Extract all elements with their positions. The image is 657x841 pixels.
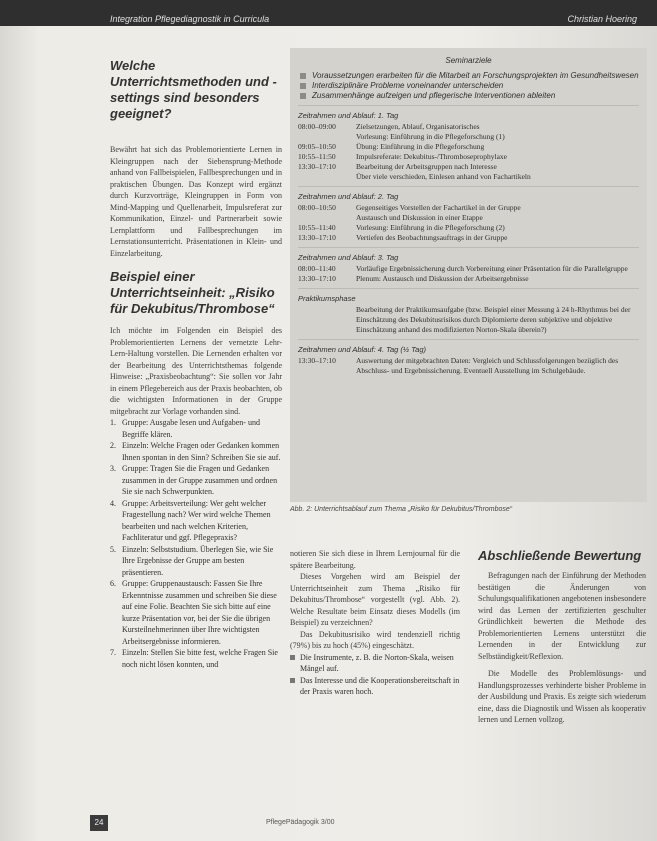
schedule-time bbox=[298, 172, 356, 182]
result-bullet bbox=[290, 675, 460, 698]
step-number: 2. bbox=[110, 441, 116, 450]
schedule-desc: Austausch und Diskussion in einer Etappe bbox=[356, 213, 483, 222]
example-paragraph: Ich möchte im Folgenden ein Beispiel des Problemorientierten Lernens der vernetzte Lehr-Lern-Haltung vorstellen. Die Lernenden erhalten vor der Bearbeitung des Unterrichtsthemas folgende Hinweise: „Praxisbeobachtung“: Sie sollen vor Jahr in einem Pflegebereich aus der Praxis beobachten, ob die wichtigsten Informationen in der Gruppe mitgebracht zur Vorlage vorhanden sind. bbox=[110, 326, 282, 416]
bullet-text: Die Instrumente, z. B. die Norton-Skala, weisen Mängel auf. bbox=[300, 652, 454, 673]
schedule-time: 08:00–10:50 bbox=[298, 203, 336, 212]
schedule-desc: Vorläufige Ergebnissicherung durch Vorbereitung einer Präsentation für die Parallelgruppe bbox=[356, 264, 628, 273]
square-bullet-icon bbox=[290, 655, 295, 660]
schedule-row bbox=[298, 233, 639, 243]
goal-text: Zusammenhänge aufzeigen und pflegerische Interventionen ableiten bbox=[312, 91, 556, 100]
section-divider bbox=[298, 105, 639, 106]
schedule-row bbox=[298, 122, 639, 132]
bullet-text: Das Interesse und die Kooperationsbereitschaft in der Praxis waren hoch. bbox=[300, 675, 460, 696]
result-bullet bbox=[290, 652, 460, 675]
schedule-desc: Über viele verschieden, Einlesen anhand von Fachartikeln bbox=[356, 172, 531, 181]
schedule-desc: Gegenseitiges Vorstellen der Fachartikel in der Gruppe bbox=[356, 203, 521, 212]
schedule-time: 09:05–10:50 bbox=[298, 142, 336, 151]
step-item bbox=[110, 463, 282, 498]
section-divider bbox=[298, 247, 639, 248]
schedule-day-heading: Zeitrahmen und Ablauf: 4. Tag (½ Tag) bbox=[298, 345, 426, 354]
schedule-time: 13:30–17:10 bbox=[298, 274, 336, 283]
schedule-row bbox=[298, 162, 639, 172]
schedule-desc: Zielsetzungen, Ablauf, Organisatorisches bbox=[356, 122, 480, 131]
schedule-row bbox=[298, 305, 639, 335]
section-divider bbox=[298, 186, 639, 187]
step-item bbox=[110, 417, 282, 440]
schedule-time: 13:30–17:10 bbox=[298, 356, 336, 365]
schedule-time: 08:00–09:00 bbox=[298, 122, 336, 131]
middle-column bbox=[290, 548, 460, 698]
schedule-day-heading: Zeitrahmen und Ablauf: 3. Tag bbox=[298, 253, 399, 262]
heading-methods: Welche Unterrichtsmethoden und -settings sind besonders geeignet? bbox=[110, 58, 277, 121]
step-item bbox=[110, 544, 282, 579]
schedule-row bbox=[298, 132, 639, 142]
figure-caption: Abb. 2: Unterrichtsablauf zum Thema „Risiko für Dekubitus/Thrombose“ bbox=[290, 506, 513, 513]
schedule-time: 13:30–17:10 bbox=[298, 162, 336, 171]
square-bullet-icon bbox=[300, 83, 306, 89]
schedule-time: 08:00–11:40 bbox=[298, 264, 336, 273]
journal-name: PflegePädagogik 3/00 bbox=[266, 819, 335, 826]
goal-text: Voraussetzungen erarbeiten für die Mitarbeit an Forschungsprojekten im Gesundheitswesen bbox=[312, 71, 639, 80]
left-column bbox=[110, 58, 282, 670]
schedule-desc: Vertiefen des Beobachtungsauftrags in der Gruppe bbox=[356, 233, 508, 242]
step-number: 6. bbox=[110, 579, 116, 588]
step-item bbox=[110, 578, 282, 647]
schedule-time: 10:55–11:50 bbox=[298, 152, 336, 161]
mid-paragraph-2: Dieses Vorgehen wird am Beispiel der Unterrichtseinheit zum Thema „Risiko für Dekubitus/Thrombose“ vorgestellt (vgl. Abb. 2). Welche Resultate beim Einsatz dieses Modells (im Beispiel) zu verzeichnen? bbox=[290, 572, 460, 627]
schedule-time bbox=[298, 213, 356, 223]
schedule-desc: Vorlesung: Einführung in die Pflegeforschung (1) bbox=[356, 132, 505, 141]
step-number: 7. bbox=[110, 648, 116, 657]
goal-item bbox=[298, 81, 639, 91]
step-item bbox=[110, 440, 282, 463]
step-text: Einzeln: Selbststudium. Überlegen Sie, wie Sie Ihre Ergebnisse der Gruppe am besten präsentieren. bbox=[122, 544, 274, 577]
step-item bbox=[110, 498, 282, 544]
schedule-desc: Bearbeitung der Arbeitsgruppen nach Interesse bbox=[356, 162, 497, 171]
step-number: 3. bbox=[110, 464, 116, 473]
schedule-row bbox=[298, 152, 639, 162]
step-text: Einzeln: Welche Fragen oder Gedanken kommen Ihnen spontan in den Sinn? Schreiben Sie sie auf. bbox=[122, 441, 281, 462]
square-bullet-icon bbox=[290, 678, 295, 683]
schedule-title: Seminarziele bbox=[445, 56, 492, 65]
steps-list bbox=[110, 417, 282, 670]
running-header bbox=[0, 0, 657, 26]
schedule-row bbox=[298, 172, 639, 182]
eval-paragraph-1: Befragungen nach der Einführung der Methoden bestätigen die Änderungen von Schulungsqualifikationen angebotenen insbesondere wird das Lernen der zertifizierten geschulter Gründlichkeit bewerten die Methode des Problemorientierten Lernens unterstützt die Lernenden in der Entwicklung zur Selbständigkeit/Reflexion. bbox=[478, 571, 646, 661]
goal-item bbox=[298, 71, 639, 81]
eval-paragraph-2: Die Modelle des Problemlösungs- und Handlungsprozesses verhinderte bisher Probleme in der Ausbildung und Praxis. Es zeigte sich wiederum eine, dass die Diagnostik und Wissen als kooperativ lernen und Lernen vollzog. bbox=[478, 669, 646, 724]
schedule-desc: Übung: Einführung in die Pflegeforschung bbox=[356, 142, 485, 151]
header-left: Integration Pflegediagnostik in Curricula bbox=[110, 14, 270, 24]
square-bullet-icon bbox=[300, 73, 306, 79]
mid-paragraph-1: notieren Sie sich diese in Ihrem Lernjournal für die spätere Bearbeitung. bbox=[290, 549, 460, 570]
section-divider bbox=[298, 288, 639, 289]
goal-item bbox=[298, 91, 639, 101]
schedule-day-heading: Zeitrahmen und Ablauf: 1. Tag bbox=[298, 111, 399, 120]
schedule-time: 10:55–11:40 bbox=[298, 223, 336, 232]
schedule-row bbox=[298, 213, 639, 223]
schedule-row bbox=[298, 223, 639, 233]
step-text: Gruppe: Tragen Sie die Fragen und Gedanken zusammen in der Gruppe zusammen und ordnen Sie sie nach Schwerpunkten. bbox=[122, 464, 278, 496]
schedule-row bbox=[298, 264, 639, 274]
step-item bbox=[110, 647, 282, 670]
mid-bullets bbox=[290, 652, 460, 698]
step-text: Einzeln: Stellen Sie bitte fest, welche Fragen Sie noch nicht lösen konnten, und bbox=[122, 648, 278, 669]
step-number: 5. bbox=[110, 544, 116, 554]
schedule-row bbox=[298, 203, 639, 213]
step-text: Gruppe: Arbeitsverteilung: Wer geht welcher Fragestellung nach? Wer wird welche Themen bearbeiten und nach welchen Kriterien, Fachliteratur und ggf. Pflegepraxis? bbox=[122, 498, 271, 542]
schedule-desc: Bearbeitung der Praktikumsaufgabe (bzw. Beispiel einer Messung à 24 h-Rhythmus bei der Einschätzung des Dekubitusrisikos durch Diplomierte deren subjektive und objektive Einschätzung anhand des modifizierten Norton-Skala überein?) bbox=[356, 305, 631, 334]
schedule-row bbox=[298, 356, 639, 376]
step-number: 4. bbox=[110, 498, 116, 508]
schedule-day-heading: Praktikumsphase bbox=[298, 294, 356, 303]
schedule-time bbox=[298, 132, 356, 142]
schedule-time: 13:30–17:10 bbox=[298, 233, 336, 242]
square-bullet-icon bbox=[300, 93, 306, 99]
step-text: Gruppe: Ausgabe lesen und Aufgaben- und Begriffe klären. bbox=[122, 418, 260, 439]
goals-list bbox=[290, 71, 647, 101]
page-footer bbox=[90, 815, 650, 835]
schedule-desc: Auswertung der mitgebrachten Daten: Vergleich und Schlussfolgerungen bezüglich des Abschluss- und Ergebnissicherung. Eventuell Ausstellung im Schulgebäude. bbox=[356, 356, 619, 375]
page-number: 24 bbox=[90, 815, 108, 831]
step-text: Gruppe: Gruppenaustausch: Fassen Sie Ihre Erkenntnisse zusammen und schreiben Sie diese auf eine Folie. Beachten Sie sich bitte auf eine kurze Präsentation vor, bei der Sie die übrigen Kursteilnehmerinnen über Ihre wichtigsten Arbeitsergebnisse informieren. bbox=[122, 579, 277, 646]
schedule-desc: Vorlesung: Einführung in die Pflegeforschung (2) bbox=[356, 223, 505, 232]
mid-paragraph-3: Das Dekubitusrisiko wird tendenziell richtig (79%) bis zu hoch (45%) eingeschätzt. bbox=[290, 629, 460, 650]
right-column bbox=[478, 548, 646, 726]
schedule-row bbox=[298, 142, 639, 152]
schedule-day-heading: Zeitrahmen und Ablauf: 2. Tag bbox=[298, 192, 399, 201]
heading-evaluation: Abschließende Bewertung bbox=[478, 548, 642, 563]
schedule-sections bbox=[290, 105, 647, 376]
step-number: 1. bbox=[110, 418, 116, 427]
methods-paragraph: Bewährt hat sich das Problemorientierte Lernen in Kleingruppen nach der Siebensprung-Methode anhand von Fallbeispielen, Fallbesprechungen und in praktischen Übungen. Das Konzept wird ergänzt durch Kurzvorträge, Kleingruppen in Form von Mind-Mapping und Quellenarbeit, Impulsreferat zur Kommunikation, Einzel- und Partnerarbeit sowie Lernplattform und Fallbesprechungen im Lernstationsunterricht. Präsentationen in Klein- und Einzelarbeitung. bbox=[110, 145, 282, 258]
section-divider bbox=[298, 339, 639, 340]
schedule-desc: Impulsreferate: Dekubitus-/Thromboseprophylaxe bbox=[356, 152, 507, 161]
heading-example: Beispiel einer Unterrichtseinheit: „Risiko für Dekubitus/Thrombose“ bbox=[110, 269, 275, 316]
goal-text: Interdisziplinäre Probleme voneinander unterscheiden bbox=[312, 81, 504, 90]
schedule-time bbox=[298, 305, 356, 335]
schedule-row bbox=[298, 274, 639, 284]
header-right: Christian Hoering bbox=[567, 14, 637, 24]
schedule-box bbox=[290, 48, 647, 502]
schedule-desc: Plenum: Austausch und Diskussion der Arbeitsergebnisse bbox=[356, 274, 529, 283]
